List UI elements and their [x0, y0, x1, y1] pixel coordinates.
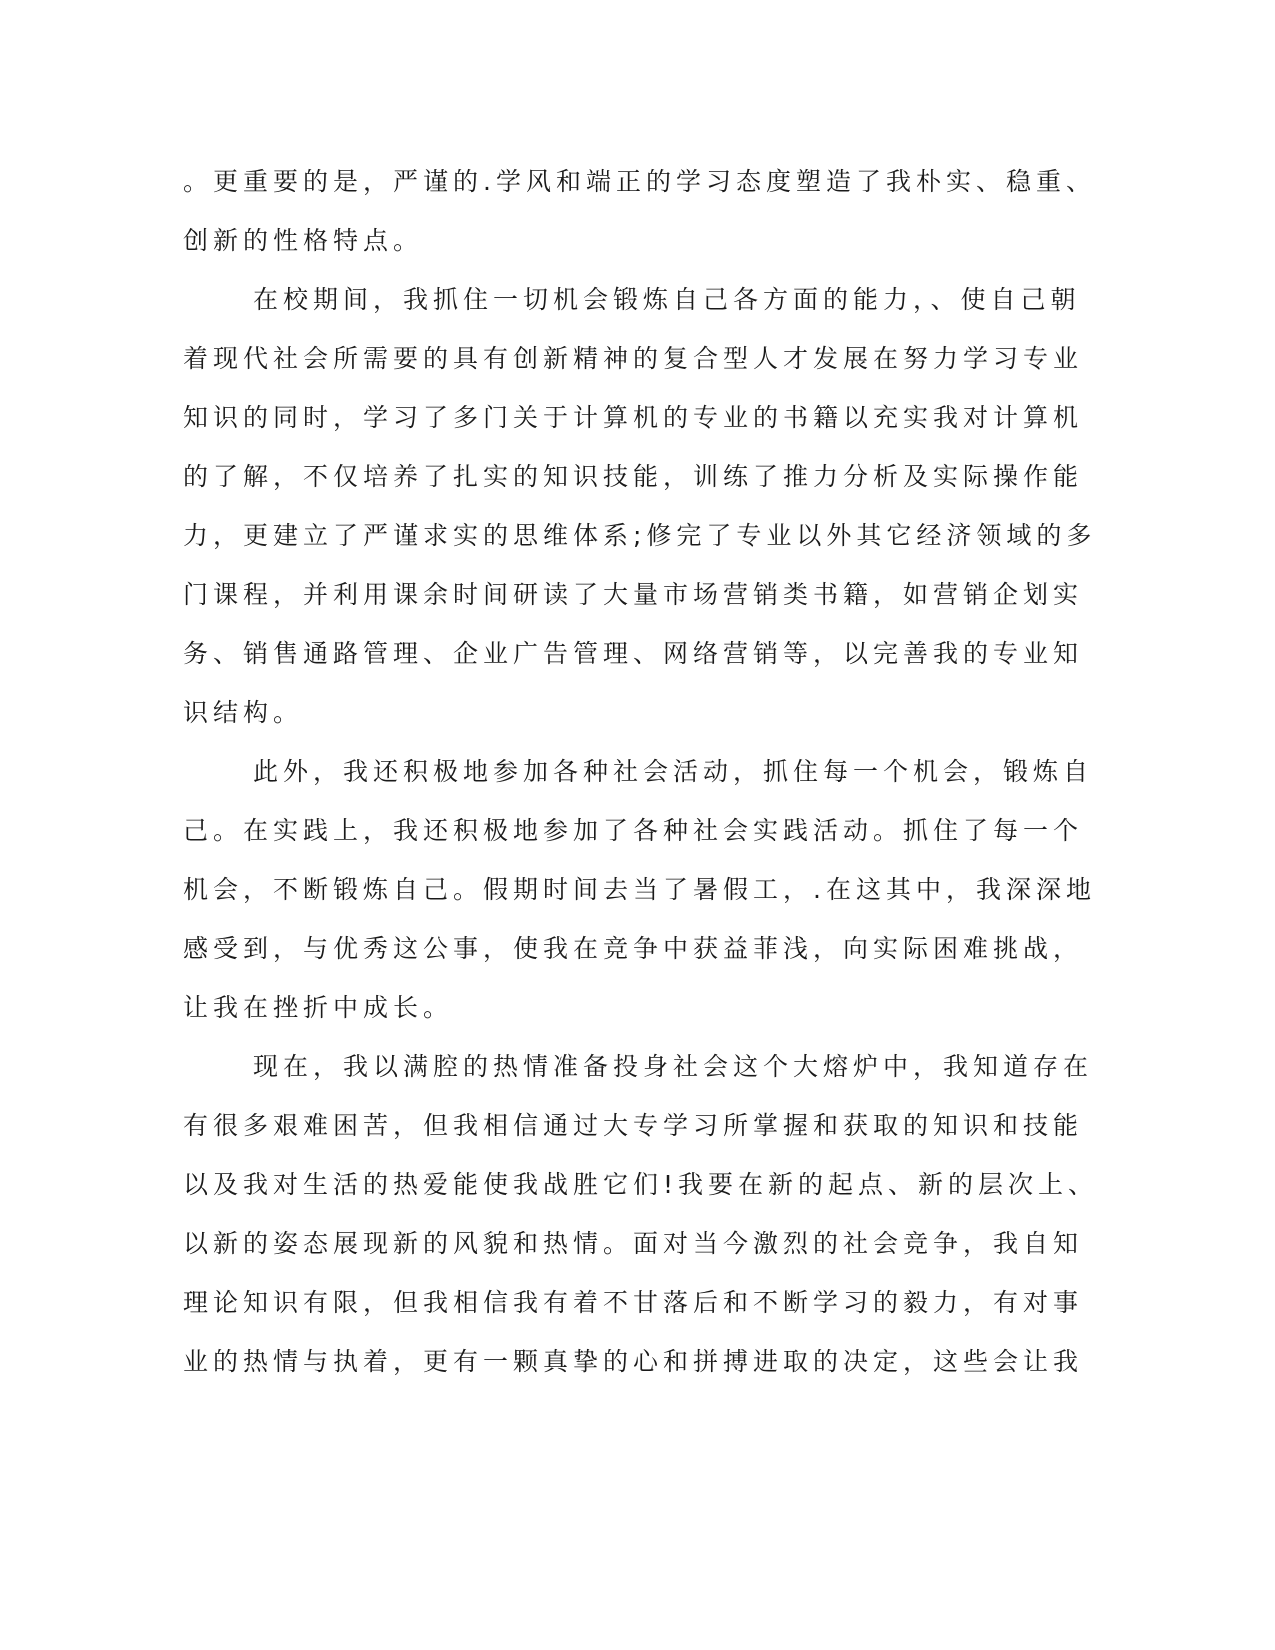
paragraph-first-line: 此外，我还积极地参加各种社会活动，抓住每一个机会，锻炼自 — [253, 757, 1094, 786]
text-line: 识结构。 — [183, 698, 304, 727]
paragraph-first-line: 在校期间，我抓住一切机会锻炼自己各方面的能力，、使自己朝 — [253, 285, 1081, 314]
text-line: 己。在实践上，我还积极地参加了各种社会实践活动。抓住了每一个 — [183, 816, 1084, 845]
text-line: 以及我对生活的热爱能使我战胜它们!我要在新的起点、新的层次上、 — [183, 1170, 1099, 1199]
text-line: 业的热情与执着，更有一颗真挚的心和拼搏进取的决定，这些会让我 — [183, 1347, 1084, 1376]
text-line: 力，更建立了严谨求实的思维体系;修完了专业以外其它经济领域的多 — [183, 521, 1097, 550]
text-line: 门课程，并利用课余时间研读了大量市场营销类书籍，如营销企划实 — [183, 580, 1084, 609]
text-line: 务、销售通路管理、企业广告管理、网络营销等，以完善我的专业知 — [183, 639, 1084, 668]
paragraph-first-line: 现在，我以满腔的热情准备投身社会这个大熔炉中，我知道存在 — [253, 1052, 1094, 1081]
text-line: 创新的性格特点。 — [183, 226, 424, 255]
text-line: 知识的同时，学习了多门关于计算机的专业的书籍以充实我对计算机 — [183, 403, 1084, 432]
text-line: 理论知识有限，但我相信我有着不甘落后和不断学习的毅力，有对事 — [183, 1288, 1084, 1317]
text-line: 的了解，不仅培养了扎实的知识技能，训练了推力分析及实际操作能 — [183, 462, 1084, 491]
text-line: 。更重要的是，严谨的.学风和端正的学习态度塑造了我朴实、稳重、 — [183, 167, 1096, 196]
text-line: 以新的姿态展现新的风貌和热情。面对当今激烈的社会竞争，我自知 — [183, 1229, 1084, 1258]
text-line: 机会，不断锻炼自己。假期时间去当了暑假工，.在这其中，我深深地 — [183, 875, 1096, 904]
text-line: 有很多艰难困苦，但我相信通过大专学习所掌握和获取的知识和技能 — [183, 1111, 1084, 1140]
text-line: 感受到，与优秀这公事，使我在竞争中获益菲浅，向实际困难挑战， — [183, 934, 1084, 963]
text-line: 让我在挫折中成长。 — [183, 993, 454, 1022]
text-line: 着现代社会所需要的具有创新精神的复合型人才发展在努力学习专业 — [183, 344, 1084, 373]
